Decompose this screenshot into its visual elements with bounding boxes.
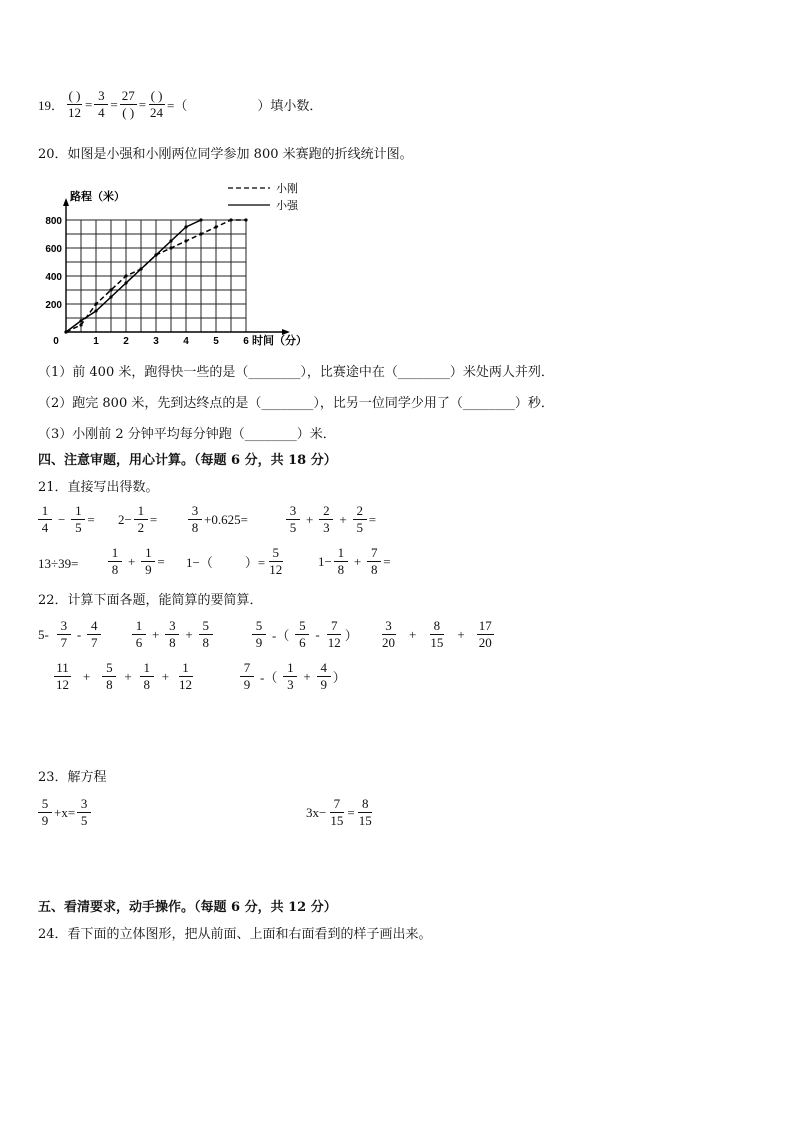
data-point	[154, 253, 157, 256]
section-4-title: 四、注意审题，用心计算。（每题 6 分，共 18 分）	[38, 453, 337, 468]
q23-equation-2: 3x− $\frac{7}{15}$ = $\frac{8}{15}$	[306, 796, 372, 828]
q21-expr-8: 1− $\frac{1}{8}$ + $\frac{7}{8}$ =	[318, 545, 391, 577]
data-point	[199, 218, 202, 221]
fraction: $\frac{27}{( )}$	[121, 88, 135, 120]
y-tick-label: 600	[45, 244, 62, 255]
data-point	[229, 218, 232, 221]
q22-expr-5: $\frac{11}{12}$ + $\frac{5}{8}$ + $\frac{1}{8}$ + $\frac{1}{12}$	[56, 660, 193, 692]
x-tick-label: 6	[243, 336, 249, 347]
q22-expr-1: 5- $\frac{3}{7}$ - $\frac{4}{7}$	[38, 618, 103, 651]
question-20-sub-3: （3）小刚前 2 分钟平均每分钟跑（________）米．	[38, 427, 336, 442]
q21-expr-7: 1−（ ）= $\frac{5}{12}$	[186, 545, 283, 577]
question-22-text: 22．计算下面各题，能简算的要简算．	[38, 593, 263, 608]
data-point	[124, 281, 127, 284]
data-point	[109, 295, 112, 298]
question-20-text: 20．如图是小强和小刚两位同学参加 800 米赛跑的折线统计图。	[38, 147, 413, 162]
data-point	[139, 267, 142, 270]
data-point	[169, 246, 172, 249]
q21-expr-1: $\frac{1}{4}$ − $\frac{1}{5}$ =	[36, 503, 95, 536]
question-20-sub-1: （1）前 400 米，跑得快一些的是（________），比赛途中在（________）米处两人并列．	[38, 365, 554, 380]
section-5-title: 五、看清要求，动手操作。（每题 6 分，共 12 分）	[38, 900, 337, 915]
fraction: $\frac{( )}{12}$	[68, 88, 82, 120]
fraction: $\frac{3}{4}$	[94, 88, 108, 121]
data-point	[109, 288, 112, 291]
data-point	[124, 274, 127, 277]
q21-expr-5: 13÷39=	[38, 556, 79, 571]
q21-expr-2: 2− $\frac{1}{2}$ =	[118, 503, 158, 535]
legend-label: 小刚	[276, 183, 298, 195]
q22-expr-6: $\frac{7}{9}$ -（ $\frac{1}{3}$ + $\frac{4}{9}$ ）	[238, 660, 346, 693]
q21-expr-3: $\frac{3}{8}$ +0.625=	[186, 503, 248, 536]
data-point	[94, 302, 97, 305]
q23-equation-1: $\frac{5}{9}$ +x= $\frac{3}{5}$	[36, 796, 93, 829]
data-point	[94, 309, 97, 312]
y-tick-label: 400	[45, 272, 62, 283]
fraction: $\frac{( )}{24}$	[150, 88, 164, 120]
data-point	[79, 323, 82, 326]
question-21-text: 21．直接写出得数。	[38, 480, 159, 495]
x-axis-label: 时间（分）	[252, 335, 307, 347]
y-axis-label: 路程（米）	[70, 191, 125, 203]
q21-expr-4: $\frac{3}{5}$ + $\frac{2}{3}$ + $\frac{2}{5}$ =	[284, 503, 376, 536]
data-point	[64, 330, 67, 333]
data-point	[184, 239, 187, 242]
data-point	[214, 225, 217, 228]
x-tick-label: 0	[53, 336, 59, 347]
x-tick-label: 1	[93, 336, 99, 347]
question-24-text: 24．看下面的立体图形，把从前面、上面和右面看到的样子画出来。	[38, 927, 432, 942]
data-point	[169, 239, 172, 242]
x-tick-label: 5	[213, 336, 219, 347]
q22-expr-2: $\frac{1}{6}$ + $\frac{3}{8}$ + $\frac{5}{8}$	[130, 618, 215, 651]
question-19: 19． $\frac{( )}{12}$ = $\frac{3}{4}$ = $\frac{27}{( )}$ = $\frac{( )}{24}$ =（ ）填小数．	[38, 88, 323, 120]
data-point	[199, 232, 202, 235]
y-tick-label: 200	[45, 300, 62, 311]
x-tick-label: 4	[183, 336, 189, 347]
y-tick-label: 800	[45, 216, 62, 227]
data-point	[184, 225, 187, 228]
data-point	[244, 218, 247, 221]
x-tick-label: 3	[153, 336, 159, 347]
y-axis-arrow	[63, 198, 69, 206]
q22-expr-4: $\frac{3}{20}$ + $\frac{8}{15}$ + $\frac{17}{20}$	[382, 618, 492, 650]
q22-expr-3: $\frac{5}{9}$ -（ $\frac{5}{6}$ - $\frac{7}{12}$ ）	[250, 618, 358, 651]
question-20-sub-2: （2）跑完 800 米，先到达终点的是（________），比另一位同学少用了（________）秒．	[38, 396, 554, 411]
line-chart	[30, 172, 330, 357]
question-23-text: 23．解方程	[38, 770, 107, 785]
legend-label: 小强	[276, 200, 298, 212]
data-point	[79, 319, 82, 322]
x-tick-label: 2	[123, 336, 129, 347]
q21-expr-6: $\frac{1}{8}$ + $\frac{1}{9}$ =	[106, 545, 165, 578]
